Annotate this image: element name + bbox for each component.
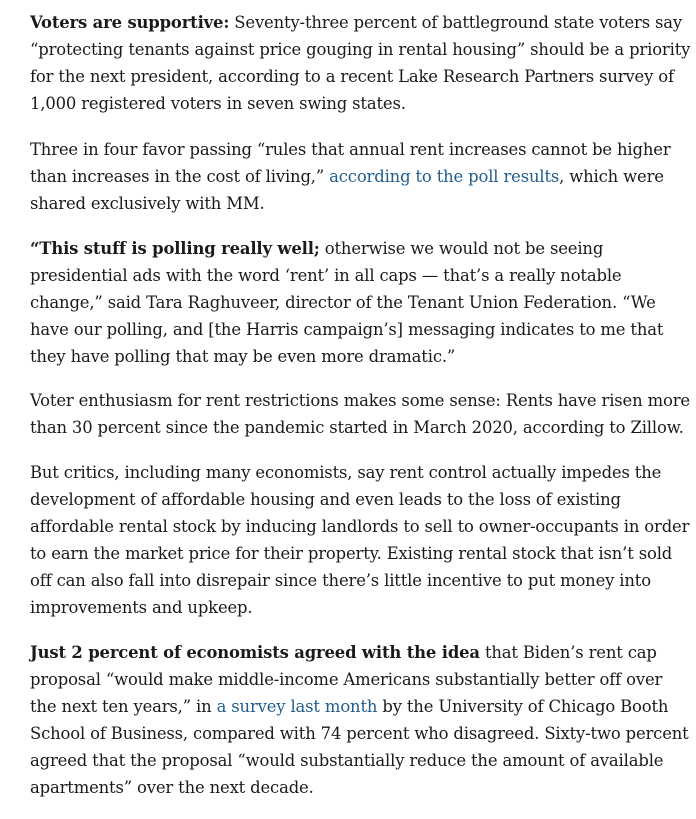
paragraph-lead: “This stuff is polling really well; [30, 239, 320, 258]
paragraph-polling-quote [30, 235, 692, 370]
paragraph-lead: Voters are supportive: [30, 13, 230, 32]
paragraph-economists [30, 639, 692, 801]
paragraph-text: Voter enthusiasm for rent restrictions makes some sense: Rents have risen more than 30 percent since the pandemic started in March 2020, according to Zillow. [30, 391, 690, 437]
paragraph-critics [30, 459, 692, 621]
paragraph-voters-supportive [30, 9, 692, 117]
paragraph-lead: Just 2 percent of economists agreed with the idea [30, 643, 480, 662]
paragraph-three-in-four [30, 136, 692, 217]
poll-results-link[interactable]: according to the poll results [329, 167, 560, 186]
survey-last-month-link[interactable]: a survey last month [216, 697, 378, 716]
paragraph-text: by the University of Chicago Booth School of Business, compared with 74 percent who disagreed. Sixty-two percent agreed that the proposal “would substantially reduce the amount of available apartments” over the next decade. [30, 697, 689, 797]
paragraph-text: otherwise we would not be seeing presidential ads with the word ‘rent’ in all caps — that’s a really notable change,” said Tara Raghuveer, director of the Tenant Union Federation. “We have our polling, and [the Harris campaign’s] messaging indicates to me that they have polling that may be even more dramatic.” [30, 239, 664, 366]
paragraph-text: , which were shared exclusively with MM. [30, 167, 664, 213]
paragraph-text: Seventy-three percent of battleground state voters say “protecting tenants against price gouging in rental housing” should be a priority for the next president, according to a recent Lake Research Partners survey of 1,000 registered voters in seven swing states. [30, 13, 691, 113]
paragraph-voter-enthusiasm [30, 387, 692, 441]
paragraph-text: Three in four favor passing “rules that annual rent increases cannot be higher than increases in the cost of living,” [30, 140, 671, 186]
paragraph-text: But critics, including many economists, say rent control actually impedes the development of affordable housing and even leads to the loss of existing affordable rental stock by inducing landlords to sell to owner-occupants in order to earn the market price for their property. Existing rental stock that isn’t sold off can also fall into disrepair since there’s little incentive to put money into improvements and upkeep. [30, 463, 690, 617]
paragraph-text: that Biden’s rent cap proposal “would make middle-income Americans substantially better off over the next ten years,” in [30, 643, 663, 716]
